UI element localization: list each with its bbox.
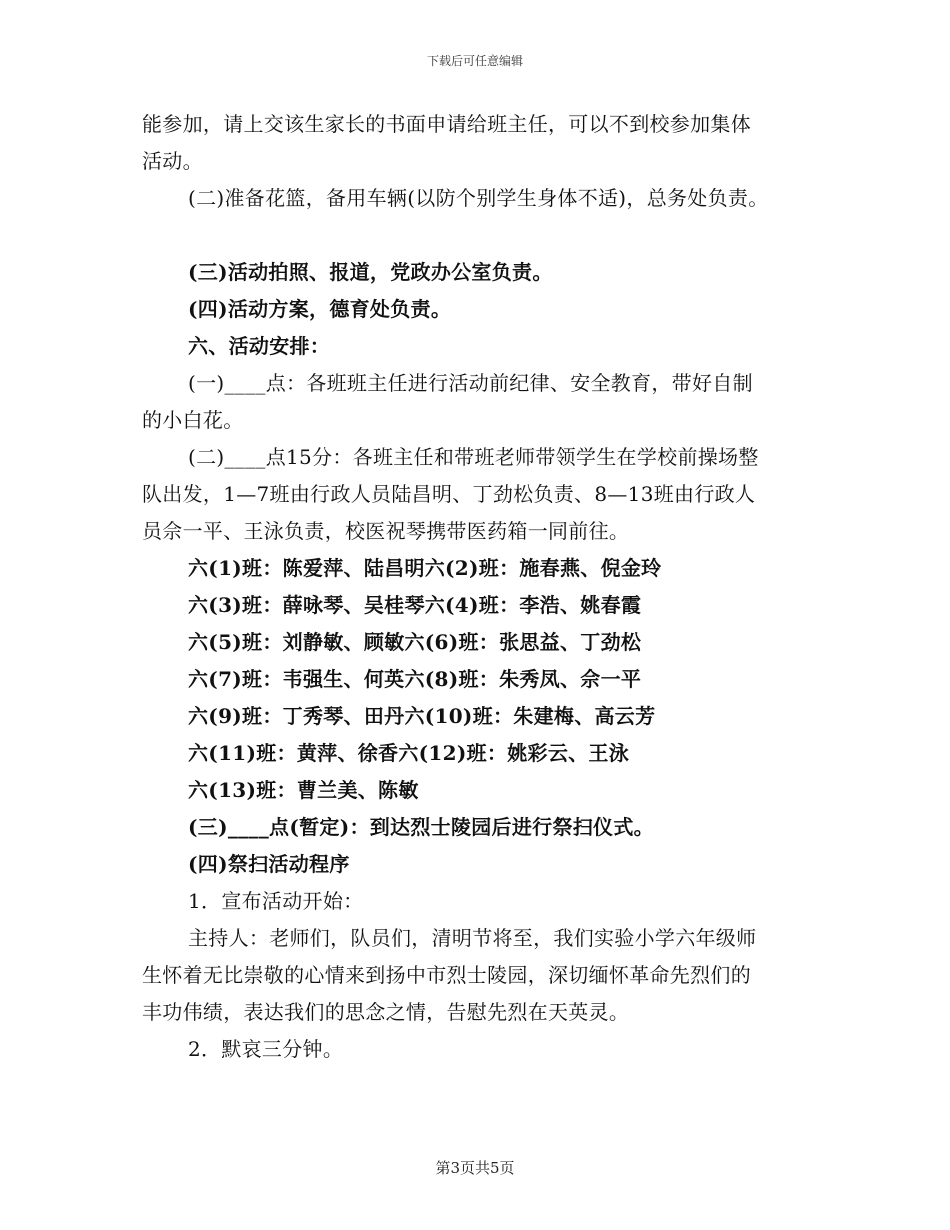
text-line: 能参加，请上交该生家长的书面申请给班主任，可以不到校参加集体 [142,112,751,136]
text-line: 生怀着无比崇敬的心情来到扬中市烈士陵园，深切缅怀革命先烈们的 [142,963,751,987]
text-line: (四)活动方案，德育处负责。 [188,297,452,321]
page-header: 下载后可任意编辑 [426,54,523,68]
text-line: 六、活动安排： [188,334,331,358]
text-line: 主持人：老师们，队员们，清明节将至，我们实验小学六年级师 [188,926,757,950]
text-line: 2．默哀三分钟。 [188,1037,344,1061]
text-line: 队出发，1—7班由行政人员陆昌明、丁劲松负责、8—13班由行政人 [142,482,756,506]
document-body [142,106,822,1068]
text-line: 六(13)班：曹兰美、陈敏 [188,778,419,802]
text-line: (三)活动拍照、报道，党政办公室负责。 [188,260,553,284]
text-line: 活动。 [142,149,203,173]
text-line: 六(9)班：丁秀琴、田丹六(10)班：朱建梅、高云芳 [188,704,656,728]
text-line: 六(1)班：陈爱萍、陆昌明六(2)班：施春燕、倪金玲 [188,556,662,580]
text-line: 员佘一平、王泳负责，校医祝琴携带医药箱一同前往。 [142,519,630,543]
text-line: 六(5)班：刘静敏、顾敏六(6)班：张思益、丁劲松 [188,630,642,654]
blank-line [142,217,822,254]
text-line: 六(7)班：韦强生、何英六(8)班：朱秀凤、佘一平 [188,667,642,691]
text-line: 六(3)班：薛咏琴、吴桂琴六(4)班：李浩、姚春霞 [188,593,642,617]
text-line: 的小白花。 [142,408,244,432]
text-line: (三)____点(暂定)：到达烈士陵园后进行祭扫仪式。 [188,815,654,839]
text-line: (四)祭扫活动程序 [188,852,350,876]
text-line: (一)____点：各班班主任进行活动前纪律、安全教育，带好自制 [188,371,753,395]
text-line: (二)____点15分：各班主任和带班老师带领学生在学校前操场整 [188,445,759,469]
text-line: (二)准备花篮，备用车辆(以防个别学生身体不适)，总务处负责。 [188,186,769,210]
text-line: 1．宣布活动开始： [188,889,364,913]
page-footer: 第3页共5页 [435,1159,515,1177]
text-line: 丰功伟绩，表达我们的思念之情，告慰先烈在天英灵。 [142,1000,630,1024]
text-line: 六(11)班：黄萍、徐香六(12)班：姚彩云、王泳 [188,741,630,765]
